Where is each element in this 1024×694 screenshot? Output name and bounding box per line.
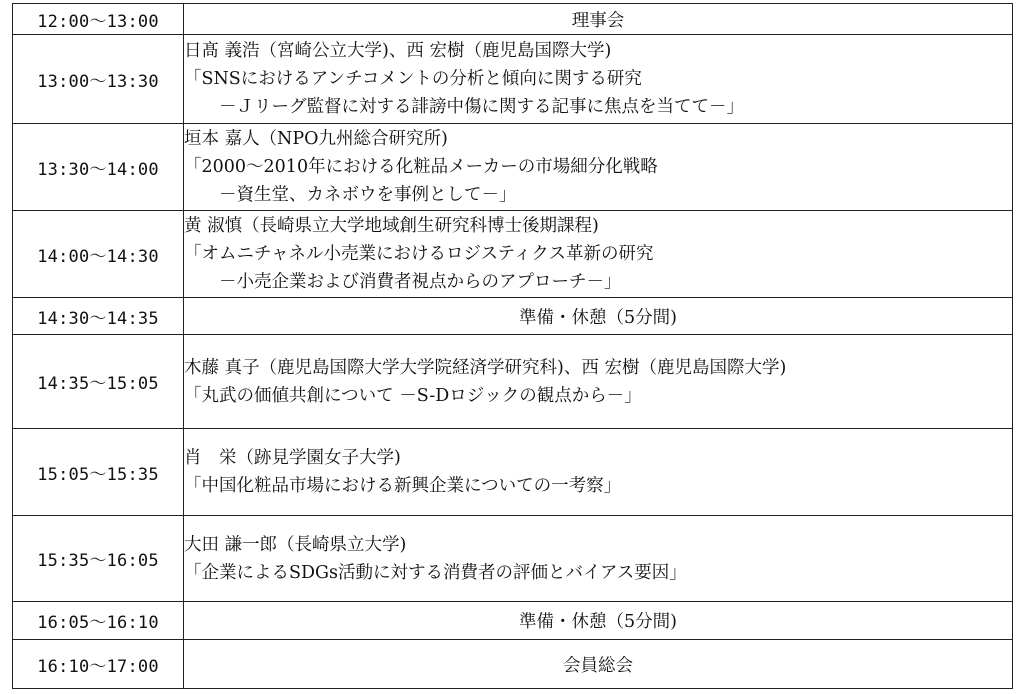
event-label: 準備・休憩（5分間) bbox=[184, 298, 1013, 335]
time-slot: 12:00〜13:00 bbox=[13, 4, 184, 35]
presenter-line: 日髙 義浩（宮崎公立大学)、西 宏樹（鹿児島国際大学) bbox=[184, 41, 612, 61]
talk-title: 「中国化粧品市場における新興企業についての一考察」 bbox=[184, 476, 622, 496]
talk-subtitle: －Ｊリーグ監督に対する誹謗中傷に関する記事に焦点を当てて－」 bbox=[219, 97, 744, 117]
talk-subtitle: －資生堂、カネボウを事例として－」 bbox=[219, 185, 517, 205]
time-slot: 14:30〜14:35 bbox=[13, 298, 184, 335]
talk-cell bbox=[184, 211, 1013, 298]
schedule-row bbox=[13, 4, 1013, 35]
schedule-table bbox=[12, 3, 1013, 689]
event-label: 準備・休憩（5分間) bbox=[184, 602, 1013, 640]
schedule-row bbox=[13, 124, 1013, 211]
talk-title: 「企業によるSDGs活動に対する消費者の評価とバイアス要因」 bbox=[184, 562, 687, 583]
talk-cell bbox=[184, 124, 1013, 211]
talk-title: 「SNSにおけるアンチコメントの分析と傾向に関する研究 bbox=[184, 69, 642, 89]
time-slot: 14:35〜15:05 bbox=[13, 335, 184, 429]
talk-cell bbox=[184, 335, 1013, 429]
presenter-line: 大田 謙一郎（長崎県立大学) bbox=[184, 534, 407, 555]
time-slot: 13:00〜13:30 bbox=[13, 35, 184, 124]
talk-title: 「オムニチャネル小売業におけるロジスティクス革新の研究 bbox=[184, 244, 654, 264]
event-label: 理事会 bbox=[184, 4, 1013, 35]
schedule-row bbox=[13, 211, 1013, 298]
schedule-row bbox=[13, 602, 1013, 640]
schedule-row bbox=[13, 516, 1013, 602]
presenter-line: 肖 栄（跡見学園女子大学) bbox=[184, 448, 401, 468]
time-slot: 13:30〜14:00 bbox=[13, 124, 184, 211]
time-slot: 15:05〜15:35 bbox=[13, 429, 184, 516]
time-slot: 16:05〜16:10 bbox=[13, 602, 184, 640]
presenter-line: 黄 淑慎（長崎県立大学地域創生研究科博士後期課程) bbox=[184, 216, 599, 236]
time-slot: 15:35〜16:05 bbox=[13, 516, 184, 602]
talk-cell bbox=[184, 429, 1013, 516]
talk-subtitle: －小売企業および消費者視点からのアプローチ－」 bbox=[219, 272, 622, 292]
talk-title: 「丸武の価値共創について －S-Dロジックの観点から－」 bbox=[184, 385, 642, 406]
time-slot: 16:10〜17:00 bbox=[13, 640, 184, 689]
schedule-row bbox=[13, 35, 1013, 124]
schedule-row bbox=[13, 298, 1013, 335]
talk-cell bbox=[184, 35, 1013, 124]
presenter-line: 垣本 嘉人（NPO九州総合研究所) bbox=[184, 129, 448, 149]
event-label: 会員総会 bbox=[184, 640, 1013, 689]
schedule-row bbox=[13, 640, 1013, 689]
talk-title: 「2000〜2010年における化粧品メーカーの市場細分化戦略 bbox=[184, 157, 658, 177]
time-slot: 14:00〜14:30 bbox=[13, 211, 184, 298]
presenter-line: 木藤 真子（鹿児島国際大学大学院経済学研究科)、西 宏樹（鹿児島国際大学) bbox=[184, 357, 787, 378]
schedule-row bbox=[13, 335, 1013, 429]
talk-cell bbox=[184, 516, 1013, 602]
schedule-row bbox=[13, 429, 1013, 516]
